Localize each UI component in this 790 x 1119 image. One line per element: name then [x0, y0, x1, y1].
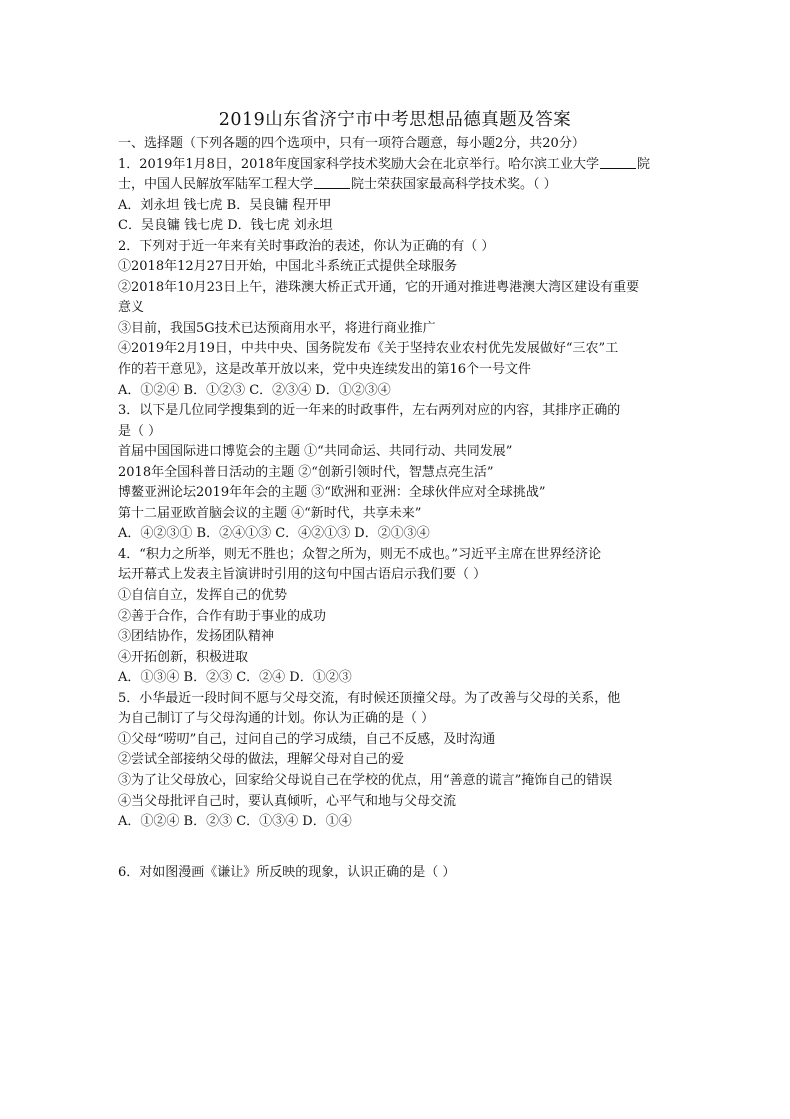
- q1-stem-line-1: 1．2019年1月8日，2018年度国家科学技术奖励大会在北京举行。哈尔滨工业大学 院: [118, 156, 650, 172]
- q3-row-4: 第十二届亚欧首脑会议的主题 ④“新时代，共享未来”: [118, 505, 422, 521]
- q4-statement-1: ①自信自立，发挥自己的优势: [118, 588, 288, 604]
- q4-statement-2: ②善于合作，合作有助于事业的成功: [118, 608, 327, 624]
- q5-options: A．①②④ B．②③ C．①③④ D．①④: [118, 814, 352, 830]
- q2-statement-4: ④2019年2月19日，中共中央、国务院发布《关于坚持农业农村优先发展做好“三农”工: [118, 341, 619, 357]
- q5-stem: 5．小华最近一段时间不愿与父母交流，有时候还顶撞父母。为了改善与父母的关系，他: [118, 690, 621, 706]
- q2-statement-2: ②2018年10月23日上午，港珠澳大桥正式开通，它的开通对推进粤港澳大湾区建设有重要: [118, 279, 640, 295]
- document-title: 2019山东省济宁市中考思想品德真题及答案: [218, 110, 572, 130]
- document-body: [118, 134, 678, 883]
- q4-options: A．①③④ B．②③ C．②④ D．①②③: [118, 670, 352, 686]
- q5-stem-cont: 为自己制订了与父母沟通的计划。你认为正确的是（ ）: [118, 711, 435, 727]
- q2-statement-4-cont: 作的若干意见》，这是改革开放以来，党中央连续发出的第16个一号文件: [118, 362, 532, 378]
- q3-stem: 3．以下是几位同学搜集到的近一年来的时政事件，左右两列对应的内容，其排序正确的: [118, 403, 621, 419]
- q5-statement-4: ④当父母批评自己时，要认真倾听，心平气和地与父母交流: [118, 793, 457, 809]
- q4-stem-cont: 坛开幕式上发表主旨演讲时引用的这句中国古语启示我们要（ ）: [118, 567, 487, 583]
- q1-options-cd: C．吴良镛 钱七虎 D．钱七虎 刘永坦: [118, 218, 333, 234]
- q1-options-ab: A．刘永坦 钱七虎 B．吴良镛 程开甲: [118, 197, 332, 213]
- q2-statement-1: ①2018年12月27日开始，中国北斗系统正式提供全球服务: [118, 259, 458, 275]
- q3-options: A．④②③① B．②④①③ C．④②①③ D．②①③④: [118, 526, 430, 542]
- section-heading: 一、选择题（下列各题的四个选项中，只有一项符合题意，每小题2分，共20分）: [118, 136, 585, 151]
- q1-stem-line-2: 士，中国人民解放军陆军工程大学 院士荣获国家最高科学技术奖。（ ）: [118, 177, 557, 193]
- q4-stem: 4．“积力之所举，则无不胜也；众智之所为，则无不成也。”习近平主席在世界经济论: [118, 546, 602, 562]
- q4-statement-4: ④开拓创新，积极进取: [118, 649, 249, 665]
- q5-statement-1: ①父母“唠叨”自己，过问自己的学习成绩，自己不反感，及时沟通: [118, 731, 496, 747]
- q3-stem-cont: 是（ ）: [118, 423, 162, 439]
- answer-blank: [314, 176, 350, 189]
- q3-row-2: 2018年全国科普日活动的主题 ②“创新引领时代，智慧点亮生活”: [118, 464, 494, 480]
- q2-statement-3: ③目前，我国5G技术已达预商用水平，将进行商业推广: [118, 320, 436, 336]
- q3-row-3: 博鳌亚洲论坛2019年年会的主题 ③“欧洲和亚洲：全球伙伴应对全球挑战”: [118, 485, 546, 501]
- q3-row-1: 首届中国国际进口博览会的主题 ①“共同命运、共同行动、共同发展”: [118, 444, 513, 460]
- q5-statement-2: ②尝试全部接纳父母的做法，理解父母对自己的爱: [118, 752, 405, 768]
- q4-statement-3: ③团结协作，发扬团队精神: [118, 629, 275, 645]
- spacer: [118, 833, 678, 863]
- q2-stem: 2．下列对于近一年来有关时事政治的表述，你认为正确的有（ ）: [118, 238, 495, 254]
- q2-statement-2-cont: 意义: [118, 300, 145, 316]
- q6-stem: 6．对如图漫画《谦让》所反映的现象，认识正确的是（ ）: [118, 864, 456, 880]
- q5-statement-3: ③为了让父母放心，回家给父母说自己在学校的优点，用“善意的谎言”掩饰自己的错误: [118, 772, 613, 788]
- q2-options: A．①②④ B．①②③ C．②③④ D．①②③④: [118, 382, 391, 398]
- answer-blank: [600, 156, 636, 169]
